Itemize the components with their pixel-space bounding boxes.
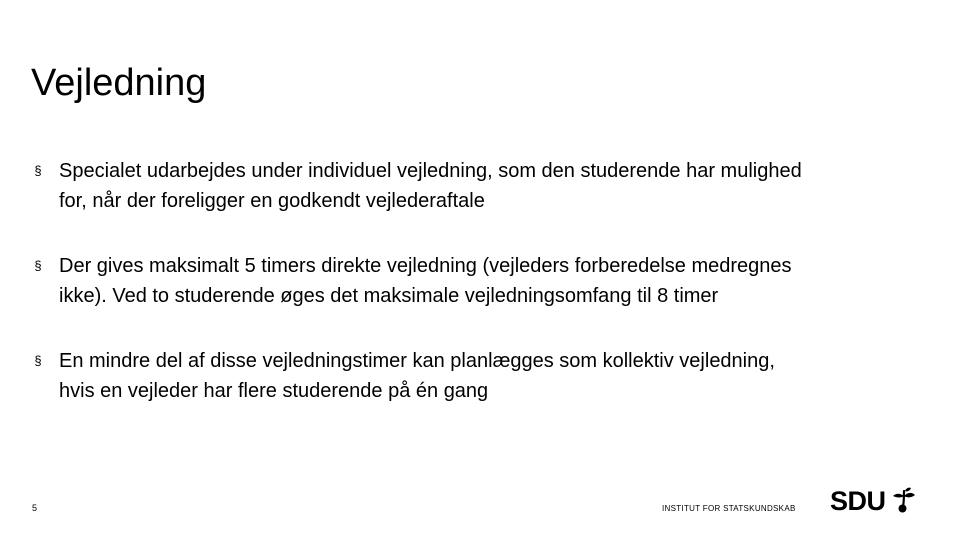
bullet-item (31, 346, 921, 406)
bullet-line: for, når der foreligger en godkendt vejlederaftale (59, 190, 485, 212)
slide-title: Vejledning (31, 62, 207, 104)
bullet-line: En mindre del af disse vejledningstimer kan planlægges som kollektiv vejledning, (59, 350, 775, 372)
bullet-marker: § (34, 163, 42, 178)
bullet-marker: § (34, 258, 42, 273)
bullet-line: hvis en vejleder har flere studerende på én gang (59, 380, 489, 402)
logo-text: SDU (830, 486, 886, 516)
page-number: 5 (32, 503, 38, 513)
bullet-line: ikke). Ved to studerende øges det maksimale vejledningsomfang til 8 timer (59, 285, 719, 307)
bullet-list (31, 156, 921, 441)
bullet-item (31, 156, 921, 216)
sdu-logo (830, 484, 930, 518)
sdu-leaf-icon (890, 487, 918, 515)
bullet-line: Specialet udarbejdes under individuel vejledning, som den studerende har mulighed (59, 160, 802, 182)
institute-name: INSTITUT FOR STATSKUNDSKAB (662, 504, 796, 513)
bullet-line: Der gives maksimalt 5 timers direkte vejledning (vejleders forberedelse medregnes (59, 255, 792, 277)
bullet-marker: § (34, 353, 42, 368)
bullet-item (31, 251, 921, 311)
